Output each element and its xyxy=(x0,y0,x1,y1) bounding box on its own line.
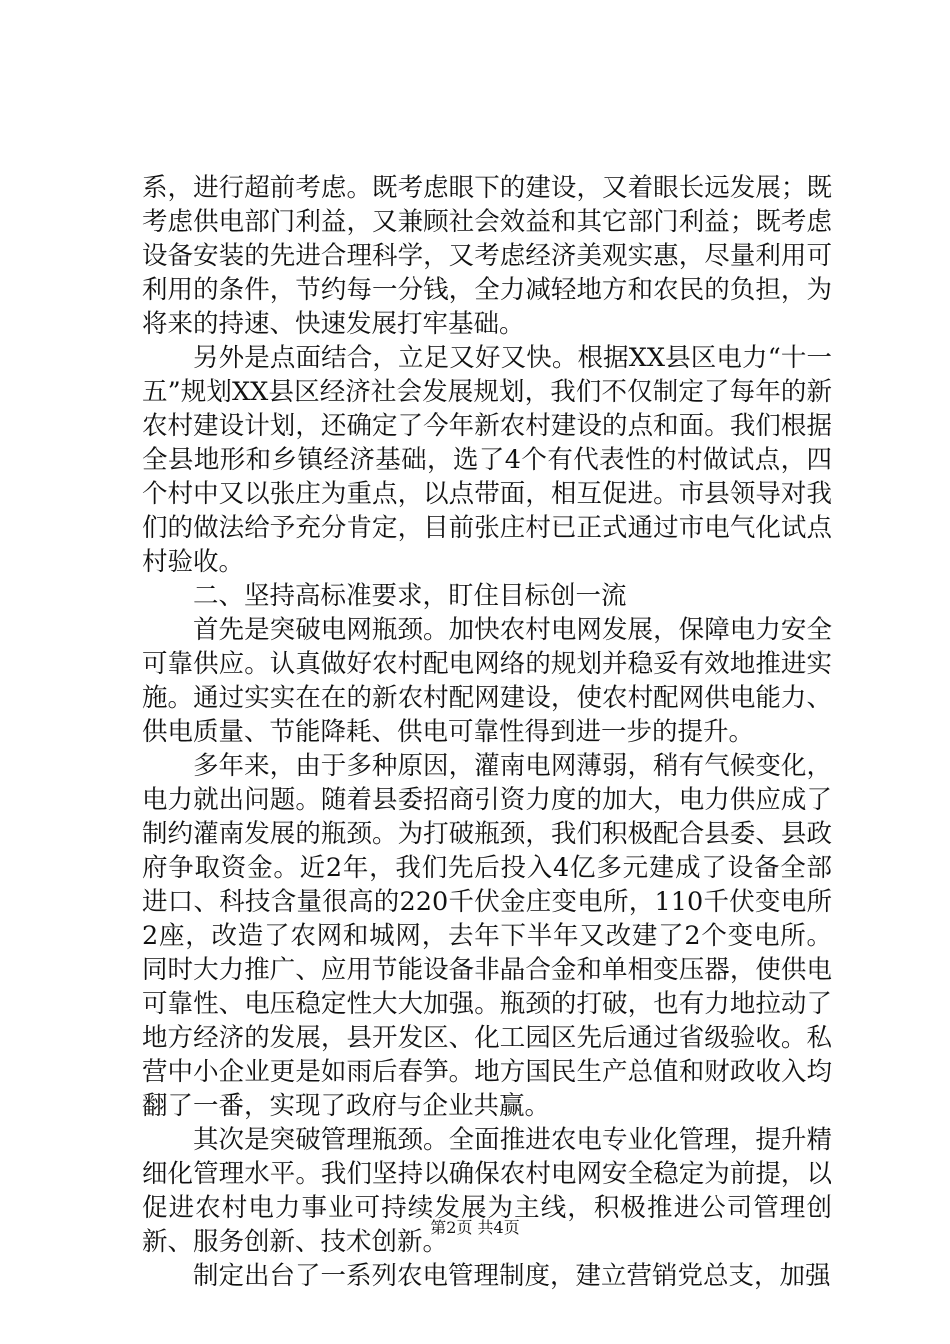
section-heading: 二、坚持高标准要求，盯住目标创一流 xyxy=(193,581,627,611)
page-footer xyxy=(0,1218,950,1238)
page-number: 第2页 共4页 xyxy=(430,1218,520,1237)
paragraph: 制定出台了一系列农电管理制度，建立营销党总支，加强 xyxy=(193,1261,831,1291)
paragraph: 其次是突破管理瓶颈。全面推进农电专业化管理，提升精细化管理水平。我们坚持以确保农村电网安全稳定为前提，以促进农村电力事业可持续发展为主线，积极推进公司管理创新、服务创新、技术创新。 xyxy=(142,1125,832,1257)
body-text xyxy=(142,171,832,1293)
paragraph-continued: 系，进行超前考虑。既考虑眼下的建设，又着眼长远发展；既考虑供电部门利益，又兼顾社会效益和其它部门利益；既考虑设备安装的先进合理科学，又考虑经济美观实惠，尽量利用可利用的条件，节约每一分钱，全力减轻地方和农民的负担，为将来的持速、快速发展打牢基础。 xyxy=(142,173,832,339)
paragraph: 另外是点面结合，立足又好又快。根据XX县区电力“十一五”规划XX县区经济社会发展规划，我们不仅制定了每年的新农村建设计划，还确定了今年新农村建设的点和面。我们根据全县地形和乡镇经济基础，选了4个有代表性的村做试点，四个村中又以张庄为重点，以点带面，相互促进。市县领导对我们的做法给予充分肯定，目前张庄村已正式通过市电气化试点村验收。 xyxy=(142,343,832,577)
paragraph: 多年来，由于多种原因，灌南电网薄弱，稍有气候变化，电力就出问题。随着县委招商引资力度的加大，电力供应成了制约灌南发展的瓶颈。为打破瓶颈，我们积极配合县委、县政府争取资金。近2年，我们先后投入4亿多元建成了设备全部进口、科技含量很高的220千伏金庄变电所，110千伏变电所2座，改造了农网和城网，去年下半年又改建了2个变电所。同时大力推广、应用节能设备非晶合金和单相变压器，使供电可靠性、电压稳定性大大加强。瓶颈的打破，也有力地拉动了地方经济的发展，县开发区、化工园区先后通过省级验收。私营中小企业更是如雨后春笋。地方国民生产总值和财政收入均翻了一番，实现了政府与企业共赢。 xyxy=(142,751,832,1121)
paragraph: 首先是突破电网瓶颈。加快农村电网发展，保障电力安全可靠供应。认真做好农村配电网络的规划并稳妥有效地推进实施。通过实实在在的新农村配网建设，使农村配网供电能力、供电质量、节能降耗、供电可靠性得到进一步的提升。 xyxy=(142,615,832,747)
